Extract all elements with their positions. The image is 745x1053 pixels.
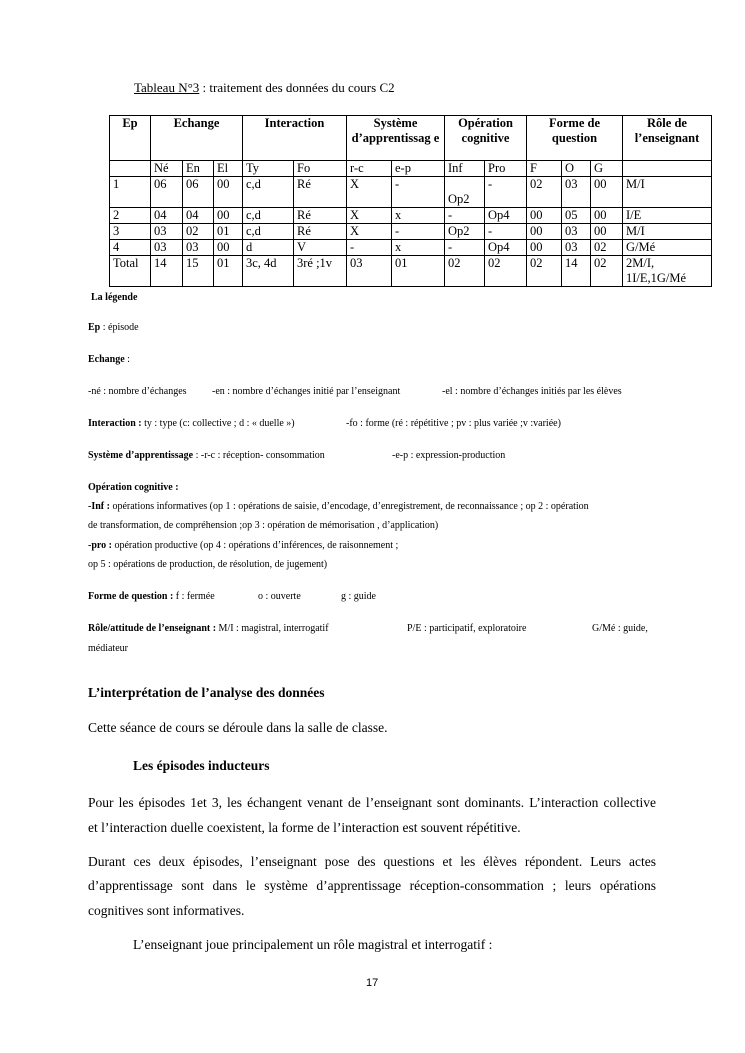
table-cell: 03 [151, 240, 183, 256]
table-cell: 3c, 4d [243, 256, 294, 287]
legend-forme-o: o : ouverte [258, 591, 301, 602]
table-cell: 00 [527, 208, 562, 224]
table-cell: 2 [110, 208, 151, 224]
table-cell: V [294, 240, 347, 256]
table-cell: 4 [110, 240, 151, 256]
header-echange: Echange [151, 116, 243, 161]
header-interaction: Interaction [243, 116, 347, 161]
table-cell: 02 [527, 177, 562, 208]
table-cell: X [347, 177, 392, 208]
table-cell: 14 [562, 256, 591, 287]
table-cell: 04 [151, 208, 183, 224]
table-cell: M/I [623, 177, 712, 208]
subheader-cell: G [591, 161, 623, 177]
table-cell: M/I [623, 224, 712, 240]
table-cell: 03 [562, 224, 591, 240]
legend-pro-line1: -pro : opération productive (op 4 : opérations d’inférences, de raisonnement ; [88, 540, 399, 551]
legend-role-cont: médiateur [88, 643, 128, 654]
table-cell: X [347, 224, 392, 240]
legend-echange-label: Echange [88, 354, 125, 365]
paragraph-2-line-2: et l’interaction duelle coexistent, la forme de l’interaction est souvent répétitive. [88, 820, 521, 835]
subheading: Les épisodes inducteurs [133, 758, 270, 773]
legend-echange: Echange : [88, 354, 130, 365]
paragraph-1: Cette séance de cours se déroule dans la salle de classe. [88, 720, 388, 735]
table-cell: 06 [151, 177, 183, 208]
subheader-cell: En [183, 161, 214, 177]
table-cell: c,d [243, 224, 294, 240]
legend-el: -el : nombre d’échanges initiés par les élèves [442, 386, 622, 397]
paragraph-3-line-2: d’apprentissage sont dans le système d’apprentissage réception-consommation ; leurs opérations [88, 878, 656, 893]
table-cell: - [485, 224, 527, 240]
legend-forme: Forme de question : f : fermée [88, 591, 215, 602]
table-cell: 02 [183, 224, 214, 240]
paragraph-3-line-3: cognitives sont informatives. [88, 903, 245, 918]
table-cell: 02 [485, 256, 527, 287]
subheader-cell [110, 161, 151, 177]
legend-role-pe: P/E : participatif, exploratoire [407, 623, 527, 634]
header-ep: Ep [110, 116, 151, 161]
table-cell: 3 [110, 224, 151, 240]
legend-ep-label: Ep [88, 322, 101, 333]
subheader-cell: Ty [243, 161, 294, 177]
table-cell: 02 [445, 256, 485, 287]
legend-pro-line2: op 5 : opérations de production, de résolution, de jugement) [88, 559, 328, 570]
table-cell: 03 [183, 240, 214, 256]
table-cell: Op2 [445, 224, 485, 240]
table-cell: 02 [527, 256, 562, 287]
table-cell: 00 [214, 208, 243, 224]
table-caption [134, 80, 395, 96]
table-cell: Total [110, 256, 151, 287]
subheader-cell: Fo [294, 161, 347, 177]
table-cell: c,d [243, 177, 294, 208]
table-cell: c,d [243, 208, 294, 224]
table-cell: 00 [214, 177, 243, 208]
legend-interaction-fo: -fo : forme (ré : répétitive ; pv : plus variée ;v :variée) [346, 418, 561, 429]
table-row [110, 240, 712, 256]
paragraph-2-line-1: Pour les épisodes 1et 3, les échangent venant de l’enseignant sont dominants. L’interaction collective [88, 795, 656, 810]
table-row [110, 177, 712, 208]
table-total-row [110, 256, 712, 287]
data-table [109, 115, 712, 287]
legend-systeme: Système d’apprentissage : -r-c : réception- consommation [88, 450, 325, 461]
table-cell: 03 [151, 224, 183, 240]
table-cell: 02 [591, 240, 623, 256]
table-cell: 3ré ;1v [294, 256, 347, 287]
header-role: Rôle de l’enseignant [623, 116, 712, 161]
legend-inf-line1: -Inf : opérations informatives (op 1 : opérations de saisie, d’encodage, d’enregistrement, de reconnaissance ; op 2 : opération [88, 501, 589, 512]
table-cell: Ré [294, 224, 347, 240]
subheader-cell: F [527, 161, 562, 177]
table-cell: - [392, 224, 445, 240]
table-header-row [110, 116, 712, 161]
table-cell: - [445, 240, 485, 256]
legend-forme-g: g : guide [341, 591, 376, 602]
subheader-cell: Né [151, 161, 183, 177]
table-cell: 1 [110, 177, 151, 208]
table-subheader-row [110, 161, 712, 177]
paragraph-3-line-1: Durant ces deux épisodes, l’enseignant pose des questions et les élèves répondent. Leurs actes [88, 854, 656, 869]
table-cell: X [347, 208, 392, 224]
table-cell: 00 [591, 208, 623, 224]
legend-ep [88, 318, 139, 338]
subheader-cell: r-c [347, 161, 392, 177]
table-cell: 06 [183, 177, 214, 208]
table-cell: - [445, 208, 485, 224]
table-cell: Op4 [485, 240, 527, 256]
table-cell: 00 [591, 177, 623, 208]
subheader-cell: Inf [445, 161, 485, 177]
legend-interaction: Interaction : ty : type (c: collective ; d : « duelle ») [88, 418, 295, 429]
table-cell: 03 [562, 240, 591, 256]
table-cell: 15 [183, 256, 214, 287]
page-number: 17 [366, 977, 379, 989]
table-cell: 05 [562, 208, 591, 224]
table-cell: G/Mé [623, 240, 712, 256]
subheader-cell: e-p [392, 161, 445, 177]
table-cell: 2M/I, 1I/E,1G/Mé [623, 256, 712, 287]
legend-en: -en : nombre d’échanges initié par l’enseignant [212, 386, 401, 397]
table-cell: Op2 [445, 177, 485, 208]
table-cell: 14 [151, 256, 183, 287]
header-operation: Opération cognitive [445, 116, 527, 161]
table-cell: 01 [214, 224, 243, 240]
table-cell: 01 [392, 256, 445, 287]
table-cell: 03 [347, 256, 392, 287]
legend-operation-title: Opération cognitive : [88, 482, 179, 493]
legend-systeme-ep: -e-p : expression-production [392, 450, 506, 461]
table-cell: d [243, 240, 294, 256]
table-cell: 03 [562, 177, 591, 208]
header-systeme: Système d’apprentissag e [347, 116, 445, 161]
table-cell: 01 [214, 256, 243, 287]
table-cell: x [392, 208, 445, 224]
table-cell: 00 [527, 240, 562, 256]
table-cell: Ré [294, 208, 347, 224]
table-cell: 02 [591, 256, 623, 287]
subheader-cell: O [562, 161, 591, 177]
legend-title: La légende [91, 292, 138, 303]
table-cell: - [347, 240, 392, 256]
header-forme: Forme de question [527, 116, 623, 161]
subheader-cell: Pro [485, 161, 527, 177]
table-cell: 00 [527, 224, 562, 240]
table-cell: Op4 [485, 208, 527, 224]
paragraph-4: L’enseignant joue principalement un rôle magistral et interrogatif : [133, 937, 493, 952]
legend-role: Rôle/attitude de l’enseignant : M/I : magistral, interrogatif [88, 623, 329, 634]
legend-ne: -né : nombre d’échanges [88, 386, 187, 397]
table-caption-label: Tableau N°3 [134, 80, 200, 95]
section-heading: L’interprétation de l’analyse des données [88, 685, 325, 700]
legend-role-gme: G/Mé : guide, [592, 623, 648, 634]
table-cell: Ré [294, 177, 347, 208]
subheader-cell [623, 161, 712, 177]
subheader-cell: El [214, 161, 243, 177]
table-cell: 00 [591, 224, 623, 240]
table-row [110, 208, 712, 224]
table-cell: x [392, 240, 445, 256]
table-row [110, 224, 712, 240]
table-cell: 04 [183, 208, 214, 224]
table-cell: - [485, 177, 527, 208]
table-cell: 00 [214, 240, 243, 256]
table-cell: I/E [623, 208, 712, 224]
table-cell: - [392, 177, 445, 208]
legend-ep-text: : épisode [100, 322, 139, 333]
table-caption-text: : traitement des données du cours C2 [199, 80, 395, 95]
legend-inf-line2: de transformation, de compréhension ;op 3 : opération de mémorisation , d’application) [88, 520, 439, 531]
